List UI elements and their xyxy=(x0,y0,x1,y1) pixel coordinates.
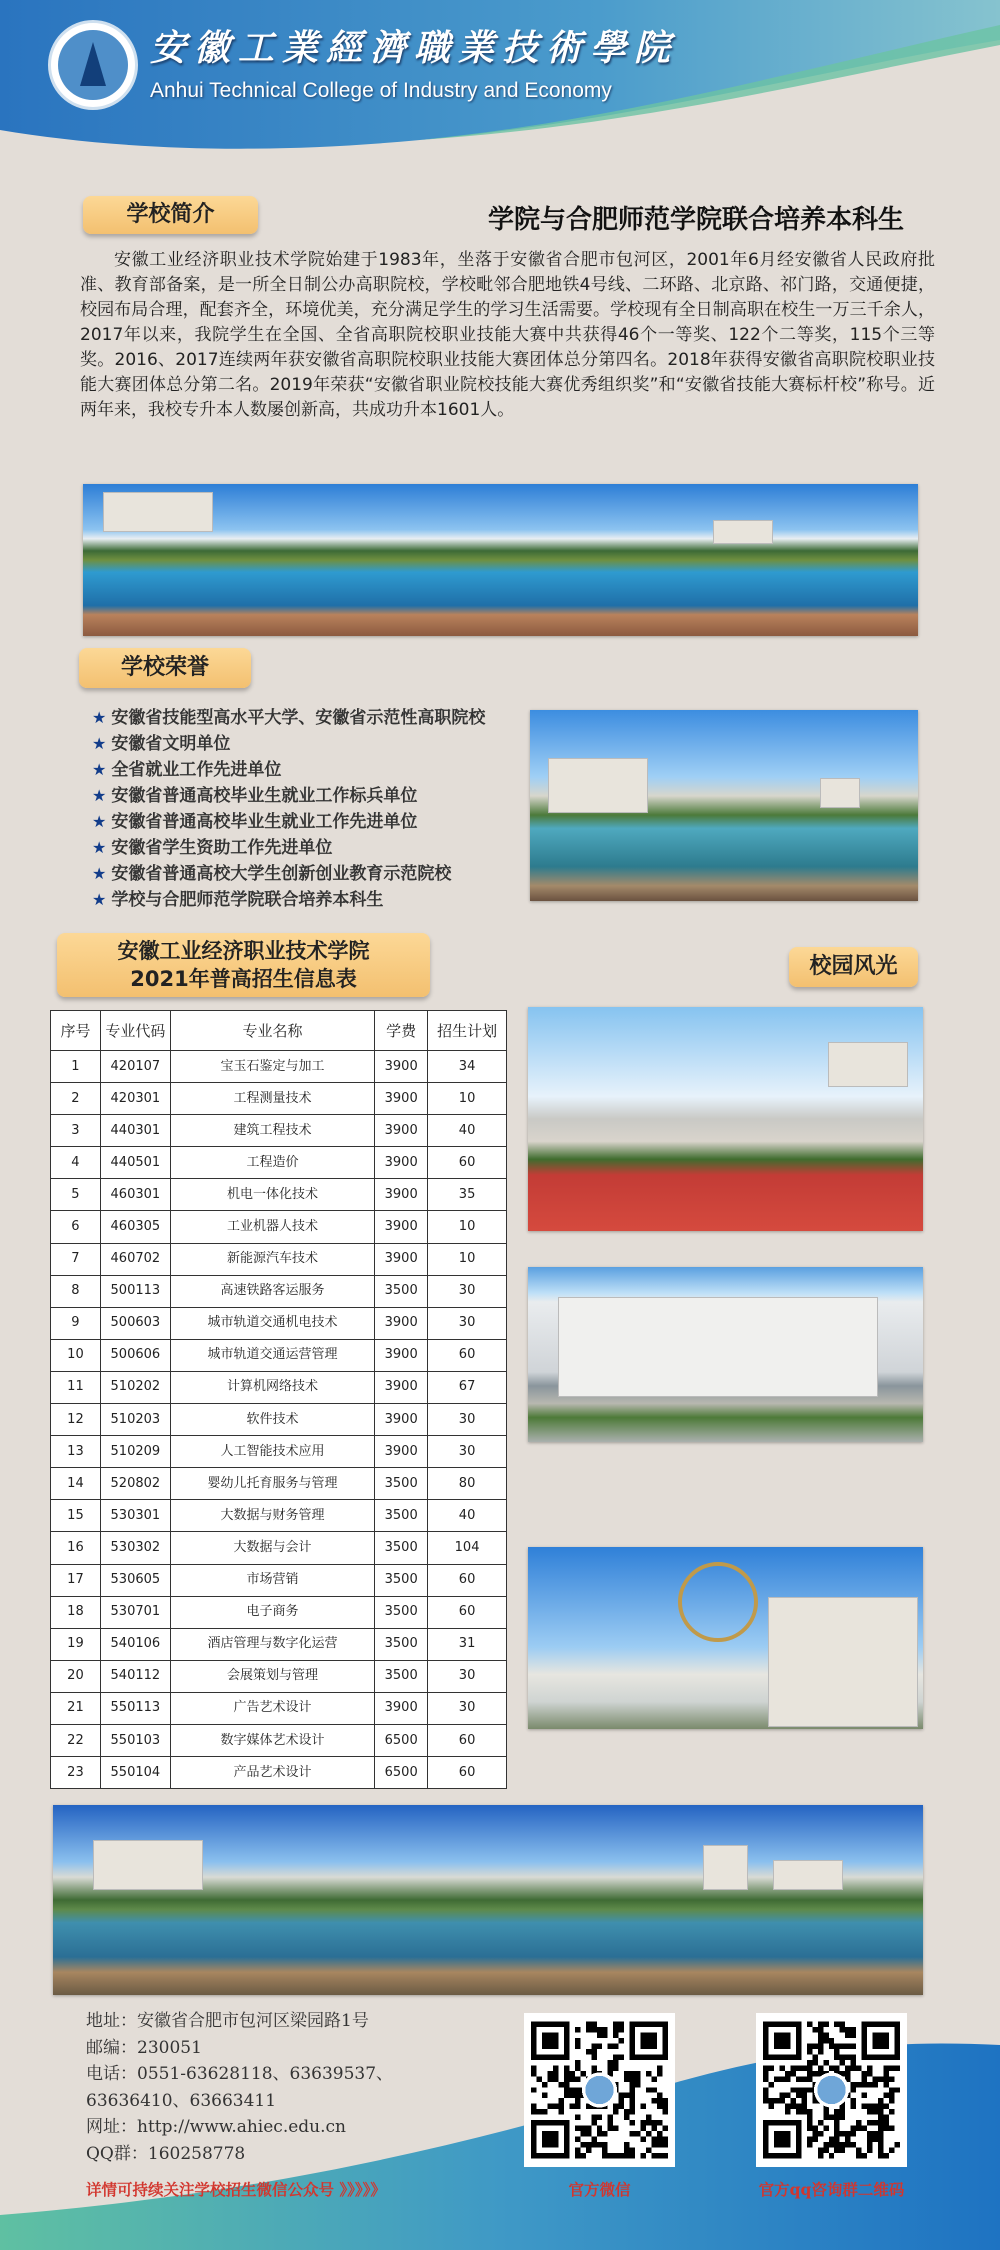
tuition: 6500 xyxy=(375,1724,428,1756)
major-name: 产品艺术设计 xyxy=(170,1757,374,1789)
tuition: 3500 xyxy=(375,1532,428,1564)
enrollment-plan: 67 xyxy=(428,1371,507,1403)
major-code: 440501 xyxy=(100,1147,170,1179)
contact-info xyxy=(86,2008,393,2167)
major-name: 人工智能技术应用 xyxy=(170,1436,374,1468)
enrollment-plan: 34 xyxy=(428,1051,507,1083)
major-name: 会展策划与管理 xyxy=(170,1660,374,1692)
star-icon: ★ xyxy=(92,786,107,805)
column-header: 专业代码 xyxy=(100,1011,170,1051)
wechat-qr-code xyxy=(524,2013,675,2167)
honor-item: ★ 安徽省普通高校毕业生就业工作先进单位 xyxy=(92,809,485,835)
column-header: 招生计划 xyxy=(428,1011,507,1051)
row-number: 14 xyxy=(51,1468,101,1500)
enrollment-plan: 10 xyxy=(428,1211,507,1243)
major-code: 420107 xyxy=(100,1051,170,1083)
row-number: 18 xyxy=(51,1596,101,1628)
qr-pattern xyxy=(763,2020,900,2160)
major-name: 机电一体化技术 xyxy=(170,1179,374,1211)
major-code: 530301 xyxy=(100,1500,170,1532)
major-code: 550113 xyxy=(100,1692,170,1724)
qr-pattern xyxy=(531,2020,668,2160)
table-row xyxy=(51,1179,507,1211)
tuition: 3900 xyxy=(375,1404,428,1436)
table-row xyxy=(51,1628,507,1660)
table-body xyxy=(51,1051,507,1789)
enrollment-plan: 35 xyxy=(428,1179,507,1211)
row-number: 16 xyxy=(51,1532,101,1564)
star-icon: ★ xyxy=(92,838,107,857)
tuition: 3900 xyxy=(375,1436,428,1468)
enrollment-plan: 30 xyxy=(428,1660,507,1692)
major-code: 510202 xyxy=(100,1371,170,1403)
row-number: 8 xyxy=(51,1275,101,1307)
major-code: 500603 xyxy=(100,1307,170,1339)
major-name: 大数据与财务管理 xyxy=(170,1500,374,1532)
phone: 电话：0551-63628118、63639537、 xyxy=(86,2064,394,2084)
enrollment-plan: 60 xyxy=(428,1757,507,1789)
major-code: 550103 xyxy=(100,1724,170,1756)
tuition: 3500 xyxy=(375,1628,428,1660)
table-row xyxy=(51,1436,507,1468)
section-label-honors: 学校荣誉 xyxy=(79,648,251,688)
tuition: 3500 xyxy=(375,1275,428,1307)
enrollment-plan: 30 xyxy=(428,1404,507,1436)
major-name: 软件技术 xyxy=(170,1404,374,1436)
honor-item: ★ 全省就业工作先进单位 xyxy=(92,757,485,783)
major-code: 460702 xyxy=(100,1243,170,1275)
table-row xyxy=(51,1724,507,1756)
table-row xyxy=(51,1500,507,1532)
major-code: 520802 xyxy=(100,1468,170,1500)
major-name: 工业机器人技术 xyxy=(170,1211,374,1243)
enrollment-plan: 60 xyxy=(428,1596,507,1628)
row-number: 5 xyxy=(51,1179,101,1211)
arrows-icon: 》》》》》 xyxy=(339,2180,386,2199)
table-row xyxy=(51,1147,507,1179)
table-row xyxy=(51,1339,507,1371)
table-row xyxy=(51,1083,507,1115)
qq-group-qr-code xyxy=(756,2013,907,2167)
enrollment-plan: 40 xyxy=(428,1115,507,1147)
star-icon: ★ xyxy=(92,760,107,779)
tuition: 3900 xyxy=(375,1339,428,1371)
honor-item: ★ 安徽省学生资助工作先进单位 xyxy=(92,835,485,861)
intro-text: 安徽工业经济职业技术学院始建于1983年，坐落于安徽省合肥市包河区，2001年6月经安徽省人民政府批准、教育部备案，是一所全日制公办高职院校，学校毗邻合肥地铁4号线、二环路、北京路、祁门路，交通便捷，校园布局合理，配套齐全，环境优美，充分满足学生的学习生活需要。学校现有全日制高职在校生一万三千余人，2017年以来，我院学生在全国、全省高职院校职业技能大赛中共获得46个一等奖、122个二等奖，115个三等奖。2016、2017连续两年获安徽省高职院校职业技能大赛团体总分第四名。2018年获得安徽省高职院校职业技能大赛团体总分第二名。2019年荣获“安徽省职业院校技能大赛优秀组织奖”和“安徽省技能大赛标杆校”称号。近两年来，我校专升本人数屡创新高，共成功升本1601人。 xyxy=(80,250,935,420)
major-code: 460301 xyxy=(100,1179,170,1211)
row-number: 20 xyxy=(51,1660,101,1692)
row-number: 15 xyxy=(51,1500,101,1532)
tuition: 3900 xyxy=(375,1692,428,1724)
row-number: 11 xyxy=(51,1371,101,1403)
postcode: 邮编：230051 xyxy=(86,2037,202,2058)
college-logo xyxy=(48,20,138,110)
wechat-qr-label: 官方微信 xyxy=(568,2180,631,2199)
star-icon: ★ xyxy=(92,708,107,727)
enrollment-plan: 10 xyxy=(428,1083,507,1115)
tuition: 3500 xyxy=(375,1468,428,1500)
major-name: 婴幼儿托育服务与管理 xyxy=(170,1468,374,1500)
row-number: 7 xyxy=(51,1243,101,1275)
major-name: 宝玉石鉴定与加工 xyxy=(170,1051,374,1083)
row-number: 3 xyxy=(51,1115,101,1147)
major-name: 工程测量技术 xyxy=(170,1083,374,1115)
row-number: 23 xyxy=(51,1757,101,1789)
row-number: 6 xyxy=(51,1211,101,1243)
row-number: 4 xyxy=(51,1147,101,1179)
major-code: 550104 xyxy=(100,1757,170,1789)
tuition: 3900 xyxy=(375,1371,428,1403)
row-number: 19 xyxy=(51,1628,101,1660)
major-code: 530302 xyxy=(100,1532,170,1564)
table-row xyxy=(51,1307,507,1339)
enrollment-plan: 60 xyxy=(428,1564,507,1596)
column-header: 序号 xyxy=(51,1011,101,1051)
major-name: 新能源汽车技术 xyxy=(170,1243,374,1275)
table-row xyxy=(51,1051,507,1083)
admissions-table xyxy=(50,1010,507,1789)
major-name: 电子商务 xyxy=(170,1596,374,1628)
star-icon: ★ xyxy=(92,890,107,909)
table-row xyxy=(51,1404,507,1436)
major-code: 540112 xyxy=(100,1660,170,1692)
major-name: 大数据与会计 xyxy=(170,1532,374,1564)
table-row xyxy=(51,1660,507,1692)
row-number: 2 xyxy=(51,1083,101,1115)
tuition: 3500 xyxy=(375,1660,428,1692)
major-name: 市场营销 xyxy=(170,1564,374,1596)
major-code: 440301 xyxy=(100,1115,170,1147)
enrollment-plan: 104 xyxy=(428,1532,507,1564)
table-row xyxy=(51,1243,507,1275)
major-code: 420301 xyxy=(100,1083,170,1115)
campus-globe-sculpture-photo xyxy=(528,1547,923,1729)
table-row xyxy=(51,1371,507,1403)
section-label-intro: 学校简介 xyxy=(83,196,258,234)
star-icon: ★ xyxy=(92,864,107,883)
table-row xyxy=(51,1532,507,1564)
enrollment-plan: 40 xyxy=(428,1500,507,1532)
tuition: 3900 xyxy=(375,1083,428,1115)
row-number: 22 xyxy=(51,1724,101,1756)
major-code: 530605 xyxy=(100,1564,170,1596)
row-number: 12 xyxy=(51,1404,101,1436)
row-number: 17 xyxy=(51,1564,101,1596)
college-name-cn: 安徽工業經濟職業技術學院 xyxy=(150,27,679,69)
major-name: 广告艺术设计 xyxy=(170,1692,374,1724)
tuition: 3500 xyxy=(375,1500,428,1532)
campus-track-photo xyxy=(528,1007,923,1231)
row-number: 13 xyxy=(51,1436,101,1468)
major-name: 计算机网络技术 xyxy=(170,1371,374,1403)
tuition: 3500 xyxy=(375,1564,428,1596)
enrollment-plan: 60 xyxy=(428,1724,507,1756)
campus-lake-photo xyxy=(530,710,918,901)
qq-group: QQ群：160258778 xyxy=(86,2143,246,2164)
college-name-en: Anhui Technical College of Industry and Economy xyxy=(150,79,612,102)
star-icon: ★ xyxy=(92,734,107,753)
follow-wechat-link[interactable]: 详情可持续关注学校招生微信公众号 》》》》》 xyxy=(86,2180,386,2199)
table-row xyxy=(51,1115,507,1147)
major-code: 510203 xyxy=(100,1404,170,1436)
major-code: 460305 xyxy=(100,1211,170,1243)
tuition: 3900 xyxy=(375,1147,428,1179)
tuition: 3500 xyxy=(375,1596,428,1628)
tuition: 3900 xyxy=(375,1243,428,1275)
globe-sculpture xyxy=(678,1562,758,1642)
honors-list xyxy=(92,705,485,913)
tuition: 3900 xyxy=(375,1211,428,1243)
column-header: 学费 xyxy=(375,1011,428,1051)
tuition: 3900 xyxy=(375,1115,428,1147)
major-name: 建筑工程技术 xyxy=(170,1115,374,1147)
honor-item: ★ 安徽省普通高校毕业生就业工作标兵单位 xyxy=(92,783,485,809)
major-name: 城市轨道交通机电技术 xyxy=(170,1307,374,1339)
major-name: 城市轨道交通运营管理 xyxy=(170,1339,374,1371)
major-name: 数字媒体艺术设计 xyxy=(170,1724,374,1756)
tuition: 3900 xyxy=(375,1179,428,1211)
section-label-campus: 校园风光 xyxy=(789,947,918,987)
table-row xyxy=(51,1757,507,1789)
major-code: 540106 xyxy=(100,1628,170,1660)
enrollment-plan: 30 xyxy=(428,1692,507,1724)
major-name: 工程造价 xyxy=(170,1147,374,1179)
website-link[interactable]: 网址：http://www.ahiec.edu.cn xyxy=(86,2117,346,2137)
table-row xyxy=(51,1564,507,1596)
row-number: 10 xyxy=(51,1339,101,1371)
row-number: 9 xyxy=(51,1307,101,1339)
table-row xyxy=(51,1596,507,1628)
address: 地址：安徽省合肥市包河区梁园路1号 xyxy=(86,2011,369,2031)
row-number: 1 xyxy=(51,1051,101,1083)
major-code: 510209 xyxy=(100,1436,170,1468)
tuition: 3900 xyxy=(375,1307,428,1339)
honor-item: ★ 学校与合肥师范学院联合培养本科生 xyxy=(92,887,485,913)
campus-lake-wide-photo xyxy=(53,1805,923,1995)
major-code: 500113 xyxy=(100,1275,170,1307)
table-row xyxy=(51,1211,507,1243)
intro-subtitle: 学院与合肥师范学院联合培养本科生 xyxy=(488,205,905,235)
phone-continued: 63636410、63663411 xyxy=(86,2090,277,2111)
honor-item: ★ 安徽省技能型高水平大学、安徽省示范性高职院校 xyxy=(92,705,485,731)
tuition: 3900 xyxy=(375,1051,428,1083)
enrollment-plan: 30 xyxy=(428,1307,507,1339)
enrollment-plan: 80 xyxy=(428,1468,507,1500)
row-number: 21 xyxy=(51,1692,101,1724)
honor-item: ★ 安徽省普通高校大学生创新创业教育示范院校 xyxy=(92,861,485,887)
tuition: 6500 xyxy=(375,1757,428,1789)
enrollment-plan: 31 xyxy=(428,1628,507,1660)
enrollment-plan: 60 xyxy=(428,1147,507,1179)
enrollment-plan: 30 xyxy=(428,1436,507,1468)
star-icon: ★ xyxy=(92,812,107,831)
enrollment-plan: 10 xyxy=(428,1243,507,1275)
enrollment-plan: 60 xyxy=(428,1339,507,1371)
campus-lake-panorama xyxy=(83,484,918,636)
table-row xyxy=(51,1692,507,1724)
major-code: 530701 xyxy=(100,1596,170,1628)
table-row xyxy=(51,1275,507,1307)
campus-main-building-photo xyxy=(528,1267,923,1442)
table-header-row xyxy=(51,1011,507,1051)
major-name: 酒店管理与数字化运营 xyxy=(170,1628,374,1660)
table-row xyxy=(51,1468,507,1500)
major-name: 高速铁路客运服务 xyxy=(170,1275,374,1307)
column-header: 专业名称 xyxy=(170,1011,374,1051)
qq-qr-label: 官方qq咨询群二维码 xyxy=(758,2180,905,2199)
enrollment-plan: 30 xyxy=(428,1275,507,1307)
major-code: 500606 xyxy=(100,1339,170,1371)
admissions-table-title: 安徽工业经济职业技术学院 2021年普高招生信息表 xyxy=(57,933,430,997)
honor-item: ★ 安徽省文明单位 xyxy=(92,731,485,757)
